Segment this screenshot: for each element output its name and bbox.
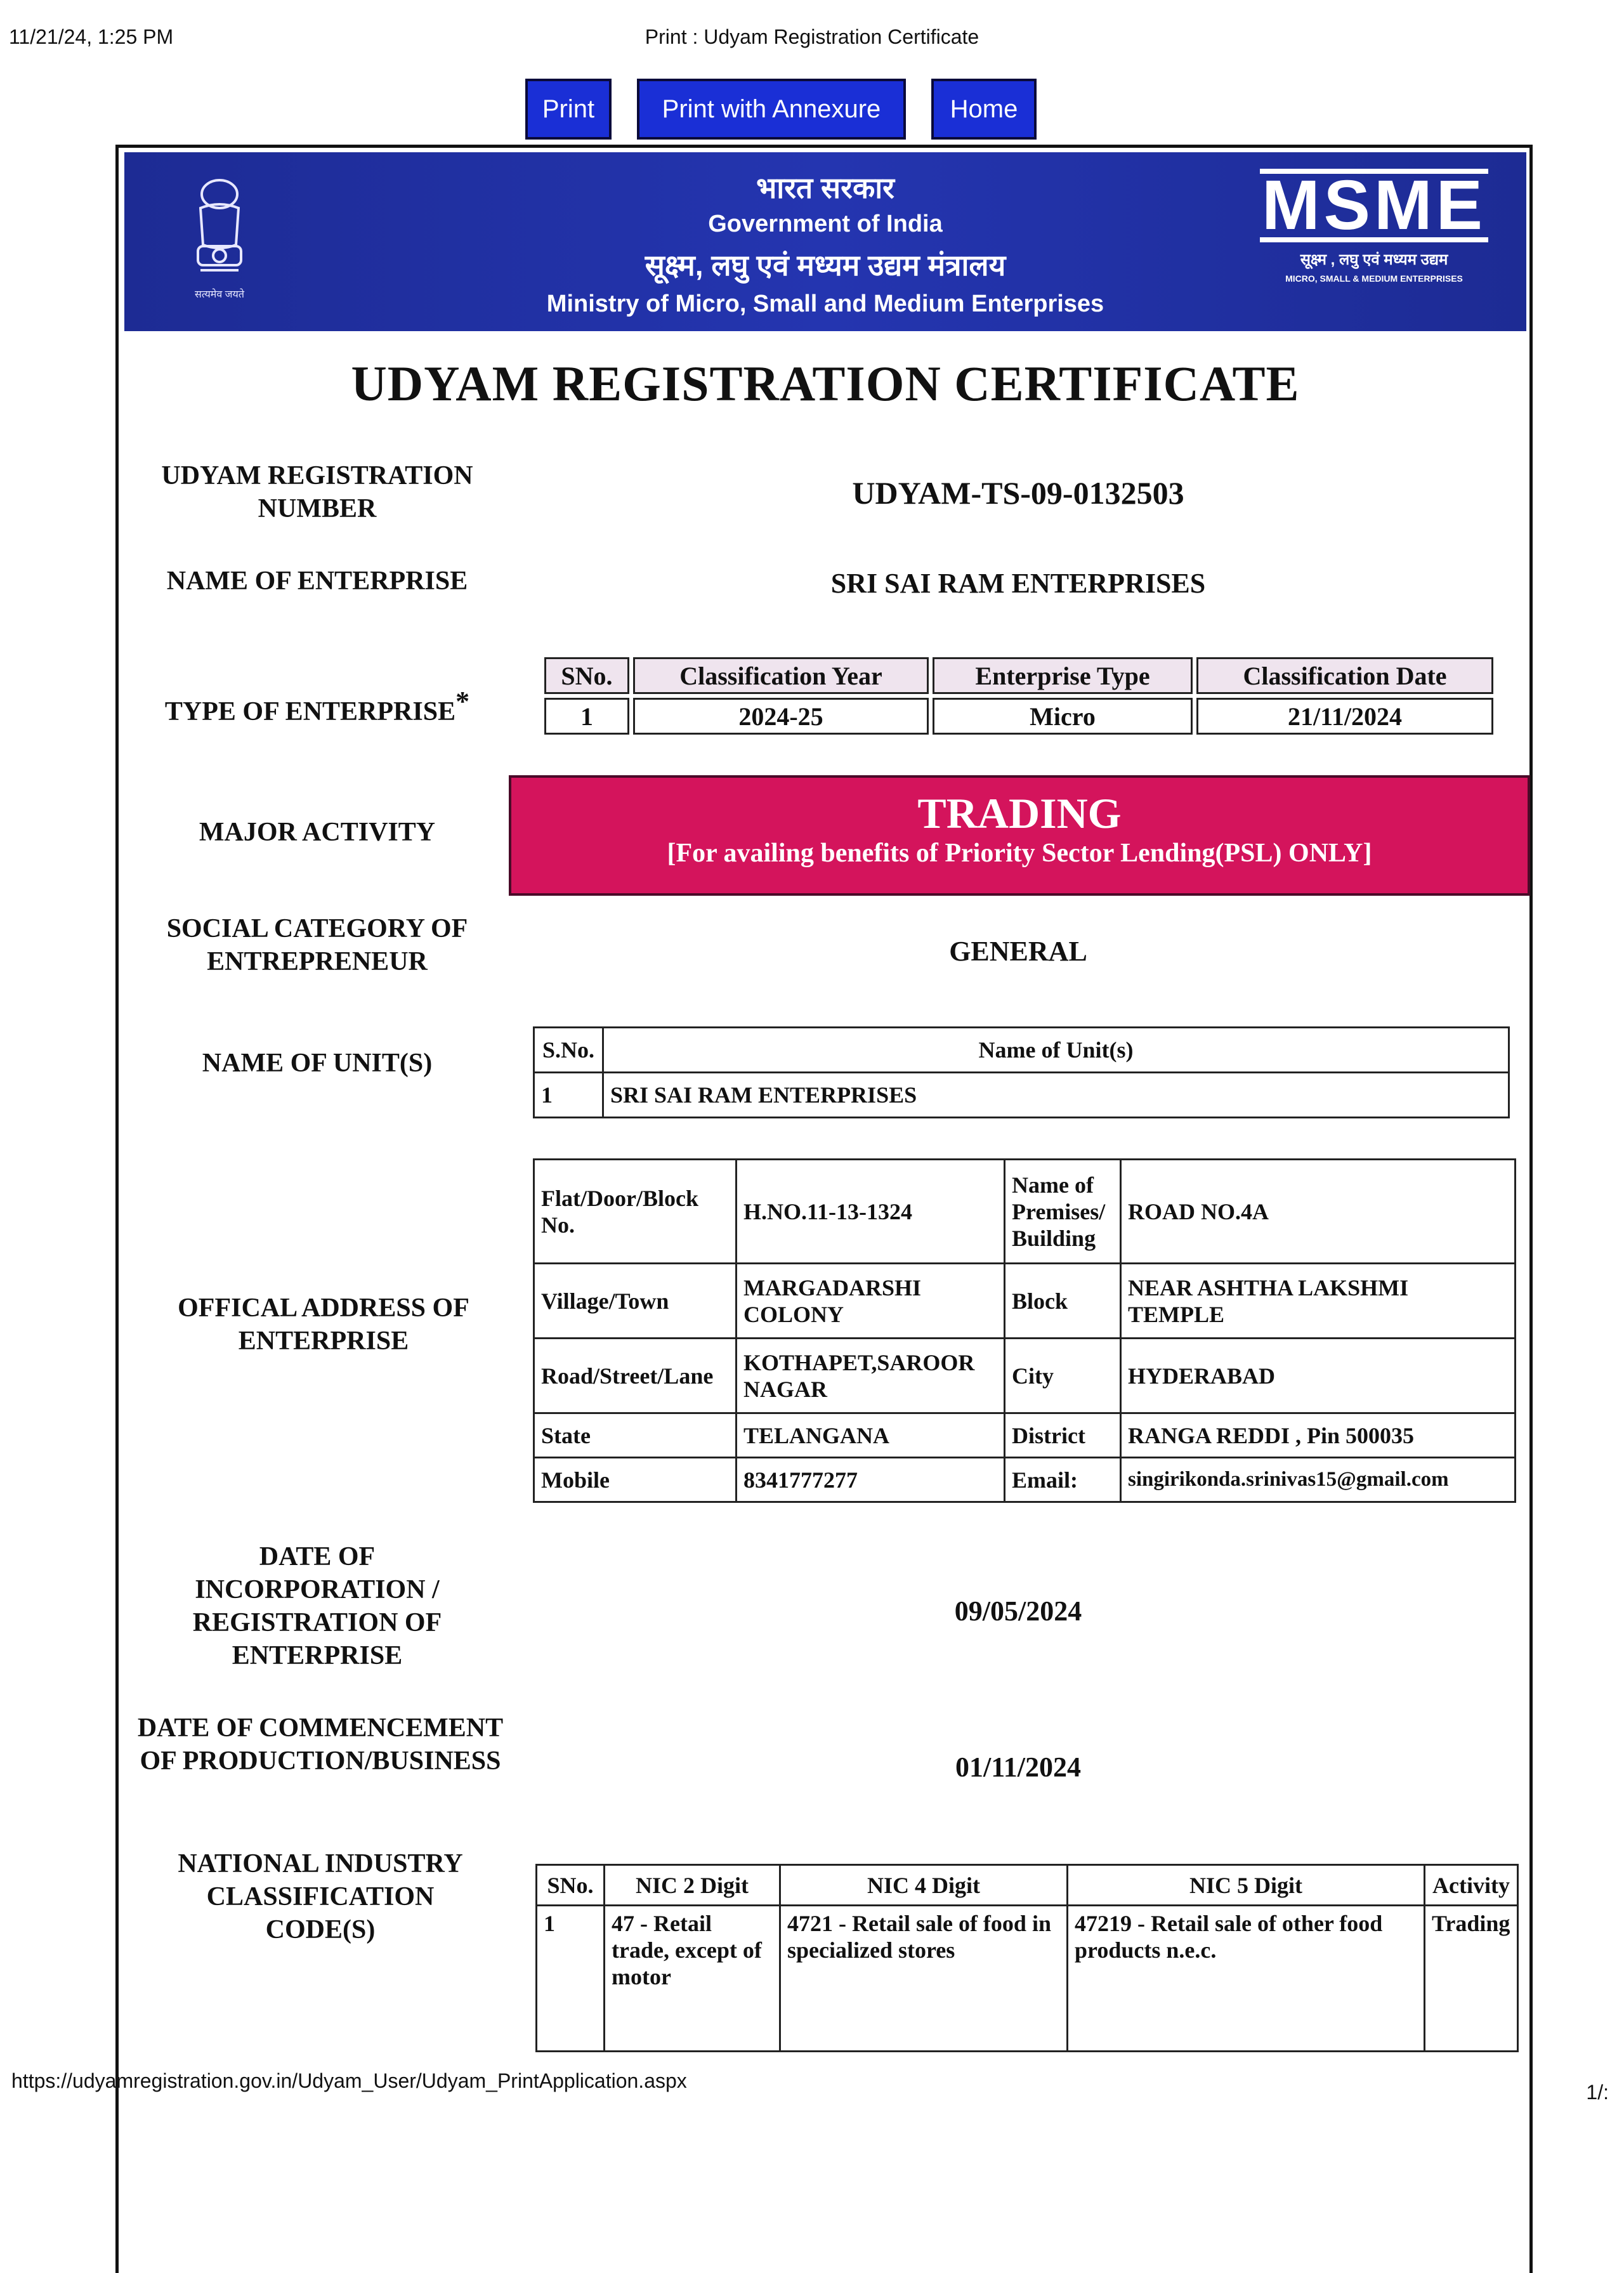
- print-page-title: Print : Udyam Registration Certificate: [645, 25, 979, 48]
- road-label: Road/Street/Lane: [534, 1339, 737, 1413]
- reg-number-label: UDYAM REGISTRATION NUMBER: [161, 461, 473, 523]
- premises-label: Name of Premises/ Building: [1005, 1160, 1121, 1264]
- address-row: [534, 1413, 1516, 1458]
- email-value: singirikonda.srinivas15@gmail.com: [1121, 1458, 1516, 1502]
- address-table: [533, 1158, 1516, 1503]
- district-label: District: [1005, 1413, 1121, 1458]
- address-row: [534, 1264, 1516, 1339]
- print-with-annexure-button[interactable]: Print with Annexure: [637, 79, 906, 140]
- cell-unit-name: SRI SAI RAM ENTERPRISES: [603, 1073, 1509, 1118]
- nic-table: [535, 1864, 1519, 2052]
- col-nic-2: NIC 2 Digit: [605, 1865, 780, 1906]
- commencement-label: DATE OF COMMENCEMENT OF PRODUCTION/BUSINESS: [137, 1713, 504, 1776]
- nic-header-row: [537, 1865, 1518, 1906]
- cell-enterprise-type: Micro: [933, 698, 1193, 735]
- msme-logo: [1260, 166, 1488, 284]
- msme-hindi-text: सूक्ष्म , लघु एवं मध्यम उद्यम: [1300, 251, 1448, 268]
- major-activity-note: [For availing benefits of Priority Sector Lending(PSL) ONLY]: [667, 839, 1372, 868]
- cell-classification-year: 2024-25: [633, 698, 929, 735]
- mobile-label: Mobile: [534, 1458, 737, 1502]
- col-classification-year: Classification Year: [633, 657, 929, 694]
- major-activity-label: MAJOR ACTIVITY: [199, 818, 436, 847]
- road-value: KOTHAPET,SAROOR NAGAR: [737, 1339, 1005, 1413]
- commencement-value: 01/11/2024: [955, 1752, 1082, 1783]
- reg-number-value: UDYAM-TS-09-0132503: [852, 475, 1184, 511]
- cell-nic-4: 4721 - Retail sale of food in specialized stores: [780, 1906, 1068, 2052]
- home-button[interactable]: Home: [931, 79, 1037, 140]
- email-label: Email:: [1005, 1458, 1121, 1502]
- cell-nic-sno: 1: [537, 1906, 605, 2052]
- state-value: TELANGANA: [737, 1413, 1005, 1458]
- enterprise-name-label: NAME OF ENTERPRISE: [166, 567, 468, 596]
- units-header-row: [534, 1028, 1509, 1073]
- print-button[interactable]: Print: [525, 79, 612, 140]
- col-units-sno: S.No.: [534, 1028, 603, 1073]
- msme-logo-text: MSME: [1260, 169, 1488, 242]
- units-row: [534, 1073, 1509, 1118]
- city-label: City: [1005, 1339, 1121, 1413]
- mobile-value: 8341777277: [737, 1458, 1005, 1502]
- flat-label: Flat/Door/Block No.: [534, 1160, 737, 1264]
- block-value: NEAR ASHTHA LAKSHMI TEMPLE: [1121, 1264, 1516, 1339]
- enterprise-type-label-text: TYPE OF ENTERPRISE: [164, 697, 456, 726]
- asterisk: *: [455, 686, 470, 717]
- units-table: [533, 1026, 1510, 1118]
- enterprise-type-label: [127, 685, 508, 728]
- print-page-number: 1/:: [1586, 2081, 1609, 2104]
- major-activity-box: [509, 775, 1530, 896]
- col-unit-name: Name of Unit(s): [603, 1028, 1509, 1073]
- nic-label: NATIONAL INDUSTRY CLASSIFICATION CODE(S): [178, 1849, 463, 1944]
- social-category-label: SOCIAL CATEGORY OF ENTREPRENEUR: [166, 914, 468, 976]
- cell-nic-2: 47 - Retail trade, except of motor: [605, 1906, 780, 2052]
- col-enterprise-type: Enterprise Type: [933, 657, 1193, 694]
- address-row: [534, 1458, 1516, 1502]
- col-classification-date: Classification Date: [1196, 657, 1493, 694]
- col-nic-sno: SNo.: [537, 1865, 605, 1906]
- government-banner: [124, 152, 1526, 331]
- units-label: NAME OF UNIT(S): [202, 1049, 433, 1078]
- city-value: HYDERABAD: [1121, 1339, 1516, 1413]
- cell-classification-date: 21/11/2024: [1196, 698, 1493, 735]
- social-category-value: GENERAL: [949, 936, 1087, 967]
- village-label: Village/Town: [534, 1264, 737, 1339]
- address-row: [534, 1339, 1516, 1413]
- classification-header-row: [544, 657, 1493, 694]
- incorporation-label: DATE OF INCORPORATION / REGISTRATION OF ENTERPRISE: [192, 1542, 442, 1670]
- flat-value: H.NO.11-13-1324: [737, 1160, 1005, 1264]
- col-nic-activity: Activity: [1425, 1865, 1518, 1906]
- cell-unit-sno: 1: [534, 1073, 603, 1118]
- banner-hindi-government: भारत सरकार: [756, 171, 895, 204]
- col-nic-5: NIC 5 Digit: [1068, 1865, 1425, 1906]
- block-label: Block: [1005, 1264, 1121, 1339]
- cell-nic-activity: Trading: [1425, 1906, 1518, 2052]
- classification-table: [540, 653, 1497, 738]
- premises-value: ROAD NO.4A: [1121, 1160, 1516, 1264]
- nic-row: [537, 1906, 1518, 2052]
- enterprise-name-value: SRI SAI RAM ENTERPRISES: [830, 568, 1206, 599]
- banner-ministry: Ministry of Micro, Small and Medium Enterprises: [546, 291, 1104, 317]
- classification-row: [544, 698, 1493, 735]
- district-value: RANGA REDDI , Pin 500035: [1121, 1413, 1516, 1458]
- col-sno: SNo.: [544, 657, 629, 694]
- state-label: State: [534, 1413, 737, 1458]
- major-activity-value: TRADING: [917, 789, 1122, 837]
- banner-hindi-ministry: सूक्ष्म, लघु एवं मध्यम उद्यम मंत्रालय: [645, 249, 1006, 282]
- print-url: https://udyamregistration.gov.in/Udyam_User/Udyam_PrintApplication.aspx: [11, 2069, 687, 2092]
- incorporation-value: 09/05/2024: [954, 1595, 1082, 1627]
- emblem-caption: सत्यमेव जयते: [195, 289, 244, 300]
- cell-nic-5: 47219 - Retail sale of other food products n.e.c.: [1068, 1906, 1425, 2052]
- address-label: OFFICAL ADDRESS OF ENTERPRISE: [178, 1294, 469, 1356]
- banner-government: Government of India: [708, 211, 943, 237]
- cell-sno: 1: [544, 698, 629, 735]
- msme-english-text: MICRO, SMALL & MEDIUM ENTERPRISES: [1285, 273, 1463, 284]
- certificate-title: UDYAM REGISTRATION CERTIFICATE: [351, 356, 1300, 411]
- print-timestamp: 11/21/24, 1:25 PM: [9, 25, 174, 48]
- address-row: [534, 1160, 1516, 1264]
- col-nic-4: NIC 4 Digit: [780, 1865, 1068, 1906]
- village-value: MARGADARSHI COLONY: [737, 1264, 1005, 1339]
